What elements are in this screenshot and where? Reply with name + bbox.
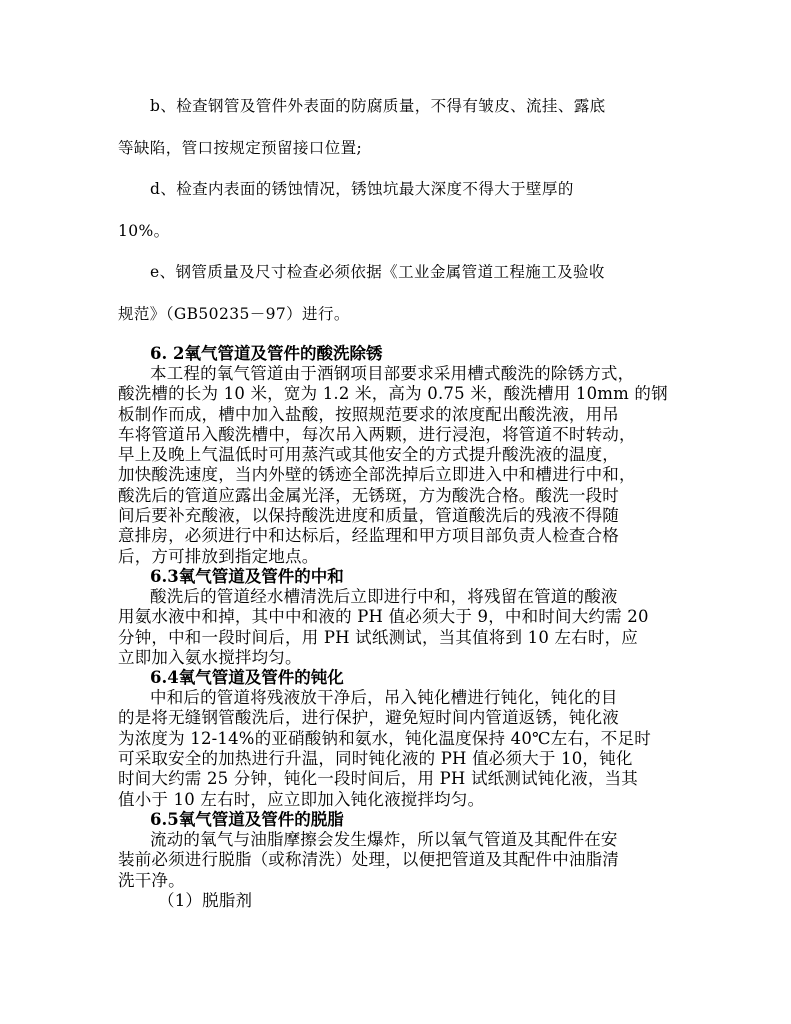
section-6-5-line: 装前必须进行脱脂（或称清洗）处理，以便把管道及其配件中油脂清	[118, 850, 619, 870]
section-6-3-line: 分钟，中和一段时间后，用 PH 试纸测试，当其值将到 10 左右时，应	[118, 627, 638, 647]
section-6-4-line: 值小于 10 左右时，应立即加入钝化液搅拌均匀。	[118, 789, 485, 809]
para-e-line1: e、钢管质量及尺寸检查必须依据《工业金属管道工程施工及验收	[150, 263, 605, 281]
section-6-5-line: 洗干净。	[118, 870, 185, 890]
section-heading-6-5: 6.5氧气管道及管件的脱脂	[150, 809, 344, 829]
section-6-4-line: 时间大约需 25 分钟，钝化一段时间后，用 PH 试纸测试钝化液，当其	[118, 769, 638, 789]
para-b-line1: b、检查钢管及管件外表面的防腐质量，不得有皱皮、流挂、露底	[150, 97, 606, 115]
para-d-line2: 10%。	[118, 222, 170, 240]
section-6-2-line: 本工程的氧气管道由于酒钢项目部要求采用槽式酸洗的除锈方式，	[150, 364, 635, 383]
section-6-4-line: 的是将无缝钢管酸洗后，进行保护，避免短时间内管道返锈，钝化液	[118, 708, 619, 728]
section-6-4-line: 中和后的管道将残液放干净后，吊入钝化槽进行钝化，钝化的目	[150, 688, 618, 708]
section-heading-6-3: 6.3氧气管道及管件的中和	[150, 566, 344, 586]
section-6-2-line: 板制作而成，槽中加入盐酸，按照规范要求的浓度配出酸洗液，用吊	[118, 404, 619, 424]
section-6-2-line: 酸洗槽的长为 10 米，宽为 1.2 米，高为 0.75 米，酸洗槽用 10mm 的钢	[118, 384, 668, 404]
section-6-5-sub-item: （1）脱脂剂	[158, 890, 253, 910]
section-6-4-line: 可采取安全的加热进行升温，同时钝化液的 PH 值必须大于 10，钝化	[118, 749, 633, 769]
section-6-2-line: 酸洗后的管道应露出金属光泽，无锈斑，方为酸洗合格。酸洗一段时	[118, 485, 619, 505]
section-6-3-line: 用氨水液中和掉，其中中和液的 PH 值必须大于 9，中和时间大约需 20	[118, 607, 649, 627]
section-heading-6-4: 6.4氧气管道及管件的钝化	[150, 668, 344, 688]
para-b-line2: 等缺陷，管口按规定预留接口位置;	[118, 139, 363, 157]
section-6-3-line: 立即加入氨水搅拌均匀。	[118, 647, 302, 667]
section-6-5-line: 流动的氧气与油脂摩擦会发生爆炸，所以氧气管道及其配件在安	[150, 829, 618, 849]
para-d-line1: d、检查内表面的锈蚀情况，锈蚀坑最大深度不得大于壁厚的	[150, 180, 574, 198]
section-heading-6-2: 6. 2氧气管道及管件的酸洗除锈	[150, 344, 383, 363]
dense-content	[118, 344, 688, 911]
section-6-4-line: 为浓度为 12-14%的亚硝酸钠和氨水，钝化温度保持 40℃左右，不足时	[118, 728, 651, 748]
section-6-2-line: 意排房，必须进行中和达标后，经监理和甲方项目部负责人检查合格	[118, 526, 619, 546]
section-6-2-line: 加快酸洗速度，当内外壁的锈迹全部洗掉后立即进入中和槽进行中和，	[118, 465, 636, 485]
section-6-2-line: 早上及晚上气温低时可用蒸汽或其他安全的方式提升酸洗液的温度，	[118, 445, 619, 465]
para-e-line2: 规范》（GB50235－97）进行。	[118, 305, 350, 323]
section-6-3-line: 酸洗后的管道经水槽清洗后立即进行中和，将残留在管道的酸液	[150, 586, 618, 606]
section-6-2-line: 间后要补充酸液，以保持酸洗进度和质量，管道酸洗后的残液不得随	[118, 506, 619, 526]
section-6-2-line: 后，方可排放到指定地点。	[118, 546, 319, 566]
section-6-2-line: 车将管道吊入酸洗槽中，每次吊入两颗，进行浸泡，将管道不时转动，	[118, 424, 636, 444]
